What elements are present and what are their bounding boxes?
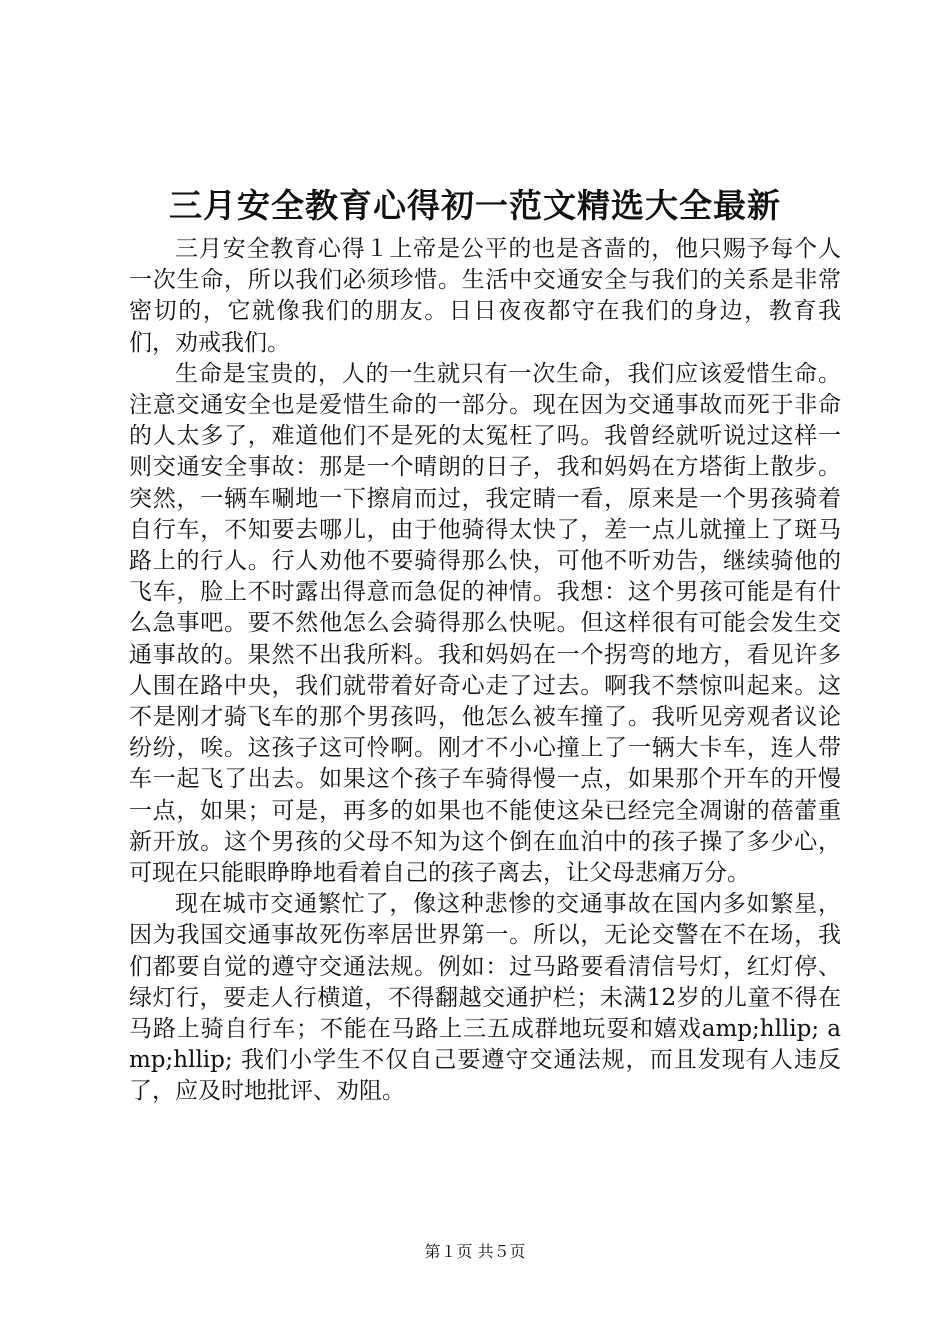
document-title: 三月安全教育心得初一范文精选大全最新 <box>169 186 781 225</box>
paragraph-1: 三月安全教育心得１上帝是公平的也是吝啬的，他只赐予每个人一次生命，所以我们必须珍惜。生活中交通安全与我们的关系是非常密切的，它就像我们的朋友。日日夜夜都守在我们的身边，教育我们，劝戒我们。 <box>129 236 841 356</box>
paragraph-3: 现在城市交通繁忙了，像这种悲惨的交通事故在国内多如繁星，因为我国交通事故死伤率居世界第一。所以，无论交警在不在场，我们都要自觉的遵守交通法规。例如：过马路要看清信号灯，红灯停、绿灯行，要走人行横道，不得翻越交通护栏；未满12岁的儿童不得在马路上骑自行车；不能在马路上三五成群地玩耍和嬉戏amp;hllip; amp;hllip; 我们小学生不仅自己要遵守交通法规，而且发现有人违反了，应及时地批评、劝阻。 <box>129 891 841 1105</box>
page-footer: 第１页 共５页 <box>424 1242 526 1261</box>
paragraph-2: 生命是宝贵的，人的一生就只有一次生命，我们应该爱惜生命。注意交通安全也是爱惜生命的一部分。现在因为交通事故而死于非命的人太多了，难道他们不是死的太冤枉了吗。我曾经就听说过这样一则交通安全事故：那是一个晴朗的日子，我和妈妈在方塔街上散步。突然，一辆车唰地一下擦肩而过，我定睛一看，原来是一个男孩骑着自行车，不知要去哪儿，由于他骑得太快了，差一点儿就撞上了斑马路上的行人。行人劝他不要骑得那么快，可他不听劝告，继续骑他的飞车，脸上不时露出得意而急促的神情。我想：这个男孩可能是有什么急事吧。要不然他怎么会骑得那么快呢。但这样很有可能会发生交通事故的。果然不出我所料。我和妈妈在一个拐弯的地方，看见许多人围在路中央，我们就带着好奇心走了过去。啊我不禁惊叫起来。这不是刚才骑飞车的那个男孩吗，他怎么被车撞了。我听见旁观者议论纷纷，唉。这孩子这可怜啊。刚才不小心撞上了一辆大卡车，连人带车一起飞了出去。如果这个孩子车骑得慢一点，如果那个开车的开慢一点，如果；可是，再多的如果也不能使这朵已经完全凋谢的蓓蕾重新开放。这个男孩的父母不知为这个倒在血泊中的孩子操了多少心，可现在只能眼睁睁地看着自己的孩子离去，让父母悲痛万分。 <box>129 360 841 887</box>
document-body <box>129 234 841 1108</box>
